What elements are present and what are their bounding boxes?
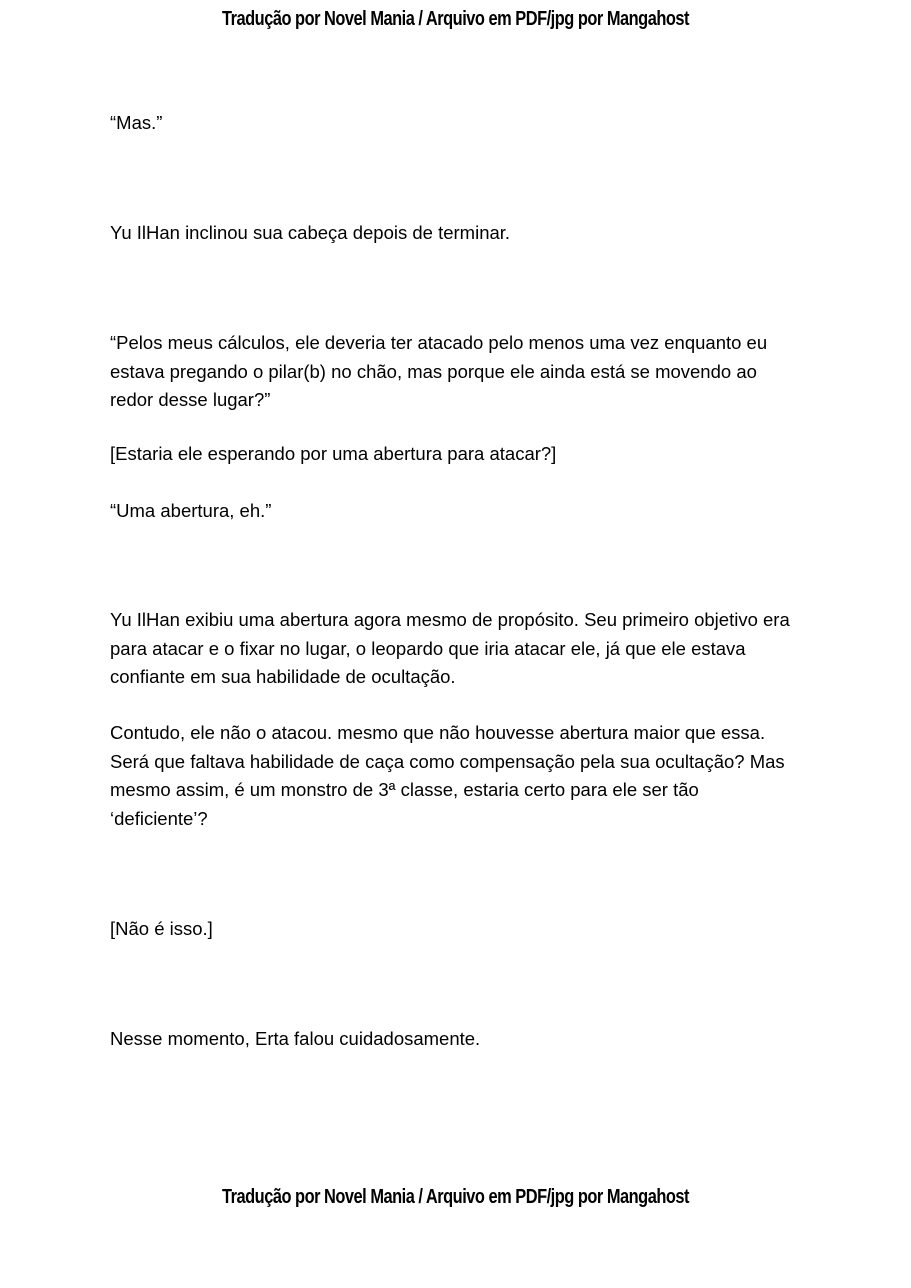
paragraph-narration-not-attacked: Contudo, ele não o atacou. mesmo que não houvesse abertura maior que essa. Será que faltava habilidade de caça como compensação pela sua ocultação? Mas mesmo assim, é um monstro de 3ª classe, estaria certo para ele ser tão ‘deficiente’? — [110, 722, 785, 829]
paragraph-thought-opening: [Estaria ele esperando por uma abertura para atacar?] — [110, 443, 557, 464]
page-header: Tradução por Novel Mania / Arquivo em PDF/jpg por Mangahost — [222, 8, 689, 30]
paragraph-narration-tilt-head: Yu IlHan inclinou sua cabeça depois de terminar. — [110, 222, 511, 243]
paragraph-dialogue-mas: “Mas.” — [110, 112, 163, 133]
paragraph-thought-not-that: [Não é isso.] — [110, 918, 213, 939]
page-footer: Tradução por Novel Mania / Arquivo em PDF/jpg por Mangahost — [222, 1186, 689, 1208]
paragraph-narration-exposed-opening: Yu IlHan exibiu uma abertura agora mesmo de propósito. Seu primeiro objetivo era para atacar e o fixar no lugar, o leopardo que iria atacar ele, já que ele estava confiante em sua habilidade de ocultação. — [110, 609, 790, 687]
paragraph-dialogue-opening: “Uma abertura, eh.” — [110, 500, 272, 521]
paragraph-narration-erta-spoke: Nesse momento, Erta falou cuidadosamente. — [110, 1028, 481, 1049]
paragraph-dialogue-calculations: “Pelos meus cálculos, ele deveria ter atacado pelo menos uma vez enquanto eu estava pregando o pilar(b) no chão, mas porque ele ainda está se movendo ao redor desse lugar?” — [110, 332, 768, 410]
